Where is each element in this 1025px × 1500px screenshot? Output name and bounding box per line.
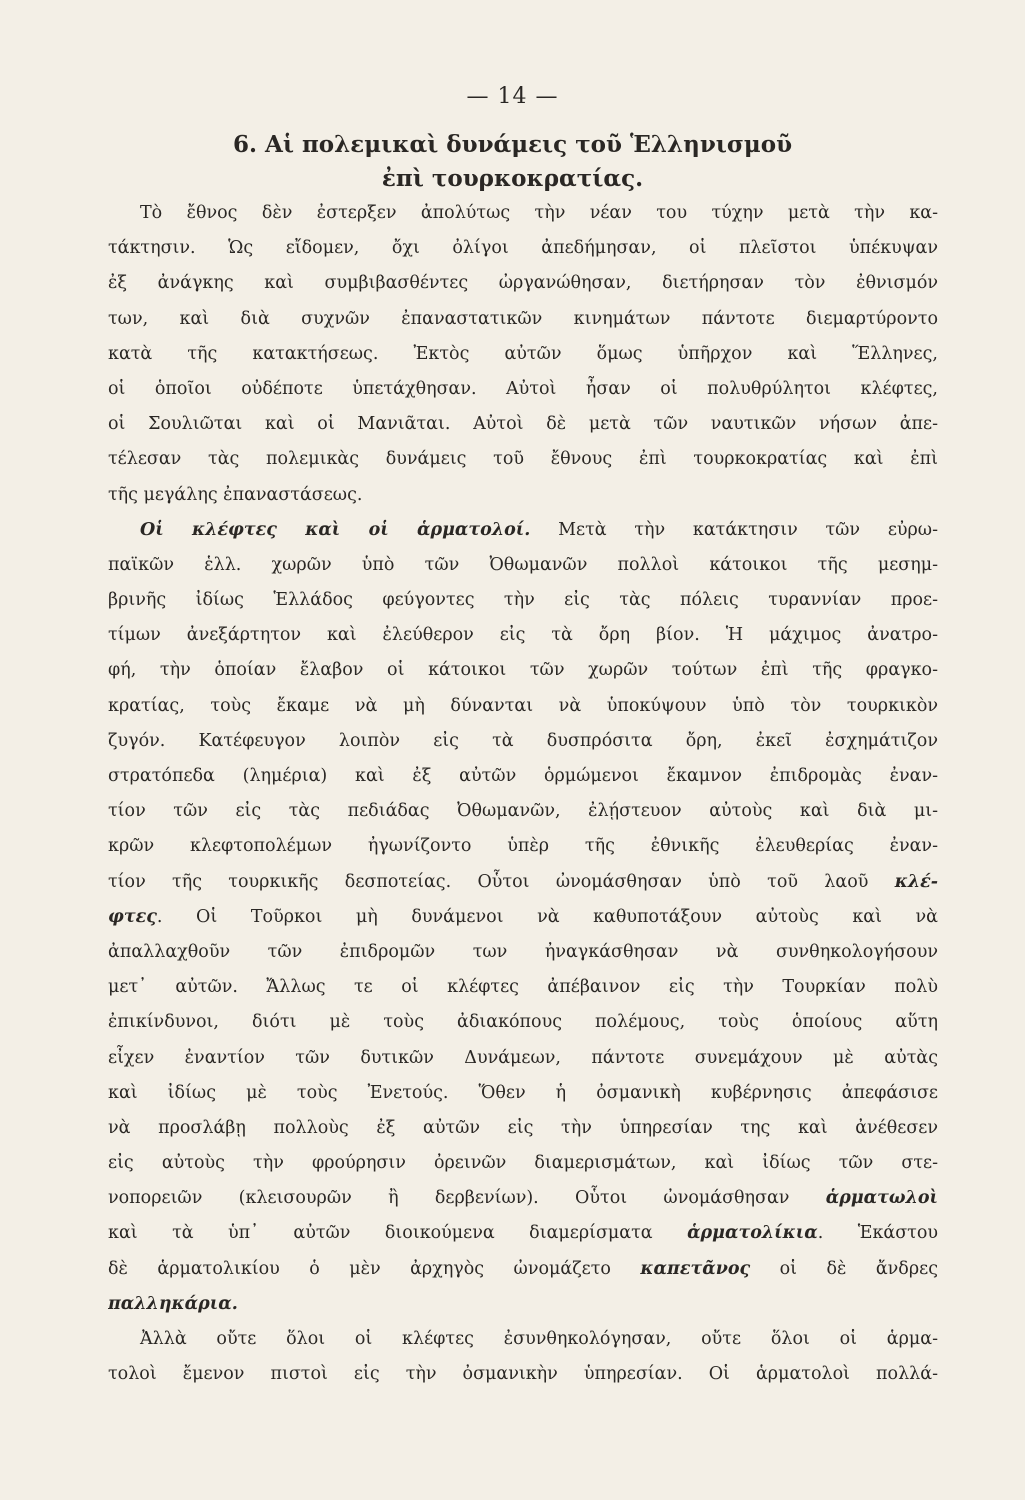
text-line bbox=[108, 865, 938, 900]
text-span: δὲ ἁρματολικίου ὁ μὲν ἀρχηγὸς ὠνομάζετο bbox=[108, 1258, 641, 1279]
emphasis-term: ἁρματωλοὶ bbox=[825, 1188, 938, 1209]
text-line: κρῶν κλεφτοπολέμων ἠγωνίζοντο ὑπὲρ τῆς ἐθνικῆς ἐλευθερίας ἐναν- bbox=[108, 836, 938, 857]
text-line: καὶ ἰδίως μὲ τοὺς Ἐνετούς. Ὅθεν ἡ ὀσμανικὴ κυβέρνησις ἀπεφάσισε bbox=[108, 1082, 938, 1103]
text-line: κατὰ τῆς κατακτήσεως. Ἐκτὸς αὐτῶν ὅμως ὑπῆρχον καὶ Ἕλληνες, bbox=[108, 343, 938, 364]
text-line: μετ᾿ αὐτῶν. Ἄλλως τε οἱ κλέφτες ἀπέβαινον εἰς τὴν Τουρκίαν πολὺ bbox=[108, 977, 938, 998]
text-line: φή, τὴν ὁποίαν ἔλαβον οἱ κάτοικοι τῶν χωρῶν τούτων ἐπὶ τῆς φραγκο- bbox=[108, 660, 938, 681]
section-heading-line-1: 6. Αἱ πολεμικαὶ δυνάμεις τοῦ Ἑλληνισμοῦ bbox=[232, 131, 793, 158]
text-line: Τὸ ἔθνος δὲν ἐστερξεν ἀπολύτως τὴν νέαν του τύχην μετὰ τὴν κα- bbox=[140, 203, 938, 223]
text-line: τολοὶ ἔμενον πιστοὶ εἰς τὴν ὀσμανικὴν ὑπηρεσίαν. Οἱ ἁρματολοὶ πολλά- bbox=[108, 1364, 938, 1385]
text-span: καὶ τὰ ὑπ᾿ αὐτῶν διοικούμενα διαμερίσματα bbox=[108, 1223, 688, 1244]
text-line: τέλεσαν τὰς πολεμικὰς δυνάμεις τοῦ ἔθνους ἐπὶ τουρκοκρατίας καὶ ἐπὶ bbox=[108, 449, 938, 470]
text-line: οἱ Σουλιῶται καὶ οἱ Μανιᾶται. Αὐτοὶ δὲ μετὰ τῶν ναυτικῶν νήσων ἀπε- bbox=[108, 414, 938, 435]
emphasis-term: παλληκάρια. bbox=[108, 1293, 238, 1314]
text-span: οἱ δὲ ἄνδρες bbox=[750, 1258, 938, 1279]
text-line: εἶχεν ἐναντίον τῶν δυτικῶν Δυνάμεων, πάντοτε συνεμάχουν μὲ αὐτὰς bbox=[108, 1047, 938, 1068]
text-line: τίμων ἀνεξάρτητον καὶ ἐλεύθερον εἰς τὰ ὄρη βίον. Ἡ μάχιμος ἀνατρο- bbox=[108, 625, 938, 646]
text-line bbox=[108, 1216, 938, 1251]
text-line: οἱ ὁποῖοι οὐδέποτε ὑπετάχθησαν. Αὐτοὶ ἦσαν οἱ πολυθρύλητοι κλέφτες, bbox=[108, 378, 938, 399]
page-number: — 14 — bbox=[466, 84, 559, 109]
text-line: ἐπικίνδυνοι, διότι μὲ τοὺς ἀδιακόπους πολέμους, τοὺς ὁποίους αὕτη bbox=[108, 1012, 938, 1033]
text-line: των, καὶ διὰ συχνῶν ἐπαναστατικῶν κινημάτων πάντοτε διεμαρτύροντο bbox=[108, 308, 938, 329]
emphasis-term: κλέ- bbox=[894, 871, 938, 892]
text-line bbox=[108, 900, 938, 935]
text-line: ἐξ ἀνάγκης καὶ συμβιβασθέντες ὠργανώθησαν, διετήρησαν τὸν ἐθνισμόν bbox=[108, 273, 938, 294]
text-span: νοπορειῶν (κλεισουρῶν ἢ δερβενίων). Οὗτοι ὠνομάσθησαν bbox=[108, 1188, 826, 1209]
text-line: εἰς αὐτοὺς τὴν φρούρησιν ὀρεινῶν διαμερισμάτων, καὶ ἰδίως τῶν στε- bbox=[108, 1153, 938, 1174]
text-line: στρατόπεδα (λημέρια) καὶ ἐξ αὐτῶν ὁρμώμενοι ἔκαμνον ἐπιδρομὰς ἐναν- bbox=[108, 766, 938, 786]
section-heading-line-2: ἐπὶ τουρκοκρατίας. bbox=[381, 165, 644, 192]
text-span: . Ἑκάστου bbox=[817, 1223, 938, 1244]
body-text bbox=[108, 196, 938, 1392]
emphasis-term: φτες bbox=[108, 906, 157, 927]
subheading-rest: Μετὰ τὴν κατάκτησιν τῶν εὐρω- bbox=[530, 519, 938, 540]
subheading: Οἱ κλέφτες καὶ οἱ ἁρματολοί. bbox=[140, 519, 531, 540]
text-span: τίον τῆς τουρκικῆς δεσποτείας. Οὗτοι ὠνομάσθησαν ὑπὸ τοῦ λαοῦ bbox=[108, 871, 895, 892]
text-line: Ἀλλὰ οὔτε ὅλοι οἱ κλέφτες ἐσυνθηκολόγησαν, οὔτε ὅλοι οἱ ἁρμα- bbox=[140, 1329, 938, 1349]
text-line: τάκτησιν. Ὡς εἴδομεν, ὄχι ὀλίγοι ἀπεδήμησαν, οἱ πλεῖστοι ὑπέκυψαν bbox=[108, 238, 938, 259]
subheading-line bbox=[108, 513, 938, 548]
emphasis-term: ἁρματολίκια bbox=[687, 1223, 818, 1244]
text-line: ἀπαλλαχθοῦν τῶν ἐπιδρομῶν των ἠναγκάσθησαν νὰ συνθηκολογήσουν bbox=[108, 941, 938, 962]
text-line: τίον τῶν εἰς τὰς πεδιάδας Ὀθωμανῶν, ἐλῄστευον αὐτοὺς καὶ διὰ μι- bbox=[108, 801, 938, 822]
text-line: βρινῆς ἰδίως Ἑλλάδος φεύγοντες τὴν εἰς τὰς πόλεις τυραννίαν προε- bbox=[108, 590, 938, 611]
emphasis-term: καπετᾶνος bbox=[640, 1258, 751, 1279]
text-line bbox=[108, 1252, 938, 1287]
text-line: ζυγόν. Κατέφευγον λοιπὸν εἰς τὰ δυσπρόσιτα ὄρη, ἐκεῖ ἐσχημάτιζον bbox=[108, 730, 938, 751]
text-line: νὰ προσλάβῃ πολλοὺς ἐξ αὐτῶν εἰς τὴν ὑπηρεσίαν της καὶ ἀνέθεσεν bbox=[108, 1117, 938, 1138]
text-line: παϊκῶν ἑλλ. χωρῶν ὑπὸ τῶν Ὀθωμανῶν πολλοὶ κάτοικοι τῆς μεσημ- bbox=[108, 554, 938, 575]
text-span: . Οἱ Τοῦρκοι μὴ δυνάμενοι νὰ καθυποτάξουν αὐτοὺς καὶ νὰ bbox=[156, 906, 938, 927]
text-line bbox=[108, 1287, 938, 1322]
text-line: κρατίας, τοὺς ἔκαμε νὰ μὴ δύνανται νὰ ὑποκύψουν ὑπὸ τὸν τουρκικὸν bbox=[108, 695, 938, 716]
text-line bbox=[108, 1181, 938, 1216]
section-heading bbox=[0, 128, 1025, 196]
text-line: τῆς μεγάλης ἐπαναστάσεως. bbox=[108, 484, 363, 505]
